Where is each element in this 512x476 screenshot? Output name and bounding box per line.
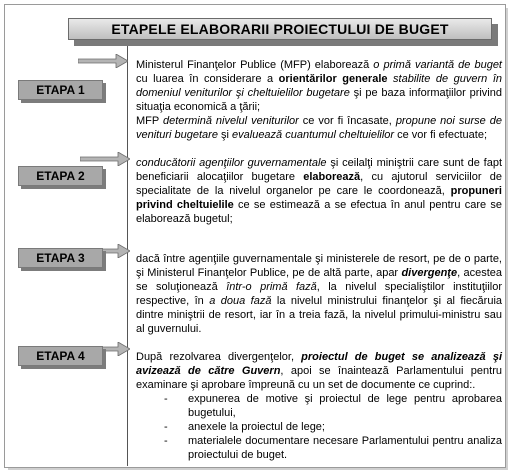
- stage-2-arrow: [80, 152, 130, 166]
- stage-3-text: [136, 252, 502, 336]
- stage-3-paragraph: dacă între agenţiile guvernamentale şi ministerele de resort, pe de o parte, şi Ministerul Finanţelor Publice, pe de altă parte, apar divergenţe, acestea se soluţionează într-o primă fază, la nivelul specialiştilor instituţiilor respective, în a doua fază la nivelul ministrului finanţelor şi al fiecăruia dintre miniştrii de resort, iar în a treia fază, la nivelul primului-ministru sau al guvernului.: [136, 253, 503, 335]
- list-item: - materialele documentare necesare Parlamentului pentru analiza proiectului de buget.: [164, 435, 502, 461]
- stage-1-arrow: [78, 54, 128, 68]
- list-item: - anexele la proiectul de lege;: [164, 421, 325, 433]
- stage-1-text: [136, 58, 502, 142]
- stage-3-box: ETAPA 3: [18, 248, 103, 268]
- stage-4-document-list: [136, 392, 502, 462]
- stage-4-paragraph: După rezolvarea divergenţelor, proiectul de buget se analizează şi avizează de către Guvern, apoi se înaintează Parlamentului pentru examinare şi aprobare împreună cu un set de documente ce cuprind:.: [136, 351, 502, 391]
- stage-1-paragraph-2: MFP determină nivelul veniturilor ce vor fi încasate, propune noi surse de venituri bugetare şi evaluează cuantumul cheltuielilor ce vor fi efectuate;: [136, 115, 502, 141]
- stage-1-box: ETAPA 1: [18, 80, 103, 100]
- stage-4-box: ETAPA 4: [18, 346, 103, 366]
- diagram-title: ETAPELE ELABORARII PROIECTULUI DE BUGET: [68, 18, 492, 40]
- stage-2-box: ETAPA 2: [18, 166, 103, 186]
- stage-2-text: [136, 156, 502, 226]
- stage-1-paragraph-1: Ministerul Finanţelor Publice (MFP) elaborează o primă variantă de buget cu luarea în considerare a orientărilor generale stabilite de guvern în domeniul veniturilor şi cheltuielilor bugetare şi pe baza informaţiilor privind situaţia economică a ţării;: [136, 59, 502, 113]
- list-item: - expunerea de motive şi proiectul de lege pentru aprobarea bugetului,: [164, 393, 502, 419]
- stage-2-paragraph: conducătorii agenţiilor guvernamentale şi ceilalţi miniştrii care sunt de fapt beneficiarii alocaţiilor bugetare elaborează, cu ajutorul serviciilor de specialitate de la nivelul organelor pe care le coordonează, propuneri privind cheltuielile ce se estimează a se efectua în anul pentru care se elaborează bugetul;: [136, 157, 503, 225]
- stage-4-text: [136, 350, 502, 462]
